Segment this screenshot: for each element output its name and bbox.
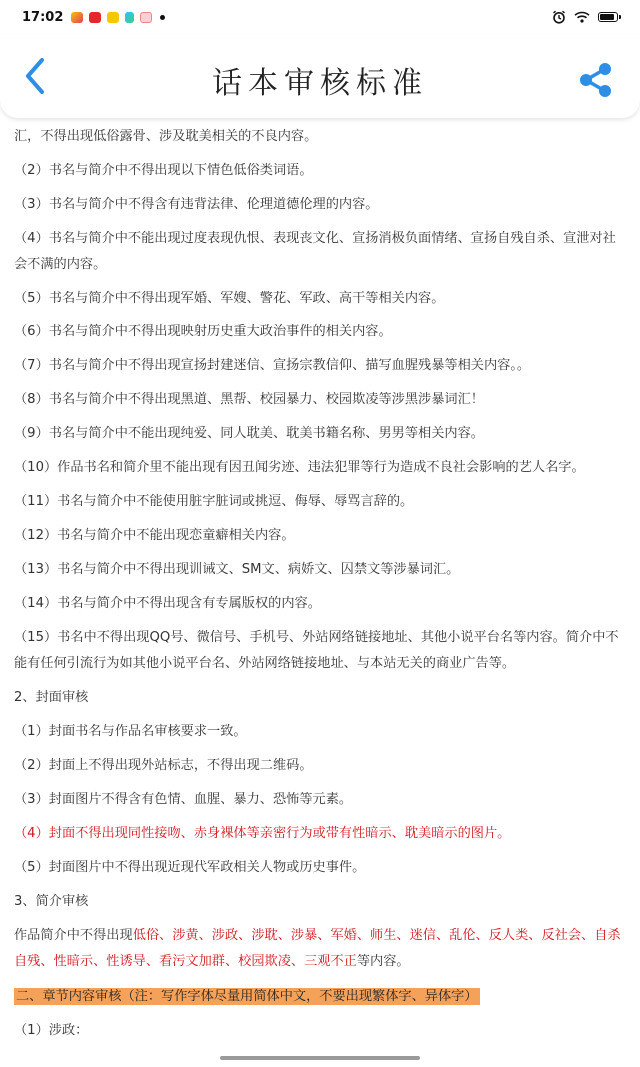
paragraph-warning: （4）封面不得出现同性接吻、赤身裸体等亲密行为或带有性暗示、耽美暗示的图片。 [14, 826, 511, 841]
paragraph: （1）封面书名与作品名审核要求一致。 [14, 724, 247, 739]
paragraph: （5）书名与简介中不得出现军婚、军嫂、警花、军政、高干等相关内容。 [14, 291, 445, 306]
battery-icon [598, 12, 618, 22]
paragraph: （13）书名与简介中不得出现训诫文、SM文、病娇文、囚禁文等涉暴词汇。 [14, 562, 460, 577]
wifi-icon [574, 11, 590, 23]
paragraph: （10）作品书名和简介里不能出现有因丑闻劣迹、违法犯罪等行为造成不良社会影响的艺人名字。 [14, 460, 585, 475]
section-heading: 2、封面审核 [14, 690, 89, 705]
app-icon-3 [107, 12, 119, 23]
app-header [0, 34, 640, 118]
paragraph [14, 923, 628, 975]
paragraph: （4）书名与简介中不能出现过度表现仇恨、表现丧文化、宣扬消极负面情绪、宣扬自残自杀、宣泄对社会不满的内容。 [14, 231, 616, 272]
paragraph: （11）书名与简介中不能使用脏字脏词或挑逗、侮辱、辱骂言辞的。 [14, 494, 414, 509]
intro-prefix: 作品简介中不得出现 [14, 928, 133, 943]
app-icon-5 [140, 12, 152, 23]
home-indicator[interactable] [220, 1056, 420, 1060]
paragraph: （15）书名中不得出现QQ号、微信号、手机号、外站网络链接地址、其他小说平台名等内容。简介中不能有任何引流行为如其他小说平台名、外站网络链接地址、与本站无关的商业广告等。 [14, 630, 619, 671]
intro-suffix: 等内容。 [356, 954, 410, 969]
paragraph: 汇，不得出现低俗露骨、涉及耽美相关的不良内容。 [14, 129, 318, 144]
paragraph: （5）封面图片中不得出现近现代军政相关人物或历史事件。 [14, 860, 366, 875]
paragraph: （14）书名与简介中不得出现含有专属版权的内容。 [14, 596, 321, 611]
highlight-text: 二、章节内容审核（注：写作字体尽量用简体中文，不要出现繁体字、异体字） [16, 989, 478, 1004]
alarm-icon [552, 10, 566, 24]
paragraph: （8）书名与简介中不得出现黑道、黑帮、校园暴力、校园欺凌等涉黑涉暴词汇！ [14, 392, 484, 407]
section-heading-highlighted [14, 984, 628, 1010]
article-content[interactable] [0, 118, 640, 1048]
status-right [552, 10, 618, 24]
status-left [22, 10, 165, 25]
notification-dot-icon [160, 15, 165, 20]
share-icon [576, 60, 616, 100]
paragraph: （3）封面图片不得含有色情、血腥、暴力、恐怖等元素。 [14, 792, 353, 807]
status-bar [0, 0, 640, 34]
paragraph: （6）书名与简介中不得出现映射历史重大政治事件的相关内容。 [14, 324, 392, 339]
paragraph: （7）书名与简介中不得出现宣扬封建迷信、宣扬宗教信仰、描写血腥残暴等相关内容。。 [14, 358, 531, 373]
app-icon-2 [89, 12, 101, 23]
app-icon-4 [125, 12, 134, 23]
forbidden-terms: 低俗、涉黄、涉政、涉耽、涉暴、军婚、师生、迷信、乱伦、反人类、反社会、自杀自残、性暗示、性诱导、看污文加群、校园欺凌、三观不正 [14, 928, 621, 969]
share-button[interactable] [576, 60, 616, 100]
paragraph: （12）书名与简介中不能出现恋童癖相关内容。 [14, 528, 295, 543]
paragraph: （9）书名与简介中不能出现纯爱、同人耽美、耽美书籍名称、男男等相关内容。 [14, 426, 484, 441]
paragraph: （1）涉政： [14, 1023, 89, 1038]
section-heading: 3、简介审核 [14, 894, 89, 909]
paragraph: （2）书名与简介中不得出现以下情色低俗类词语。 [14, 163, 313, 178]
status-time: 17:02 [22, 9, 64, 25]
page-title: 话本审核标准 [212, 66, 428, 101]
app-icon-1 [71, 12, 83, 23]
paragraph: （3）书名与简介中不得含有违背法律、伦理道德伦理的内容。 [14, 197, 379, 212]
paragraph: （2）封面上不得出现外站标志，不得出现二维码。 [14, 758, 313, 773]
